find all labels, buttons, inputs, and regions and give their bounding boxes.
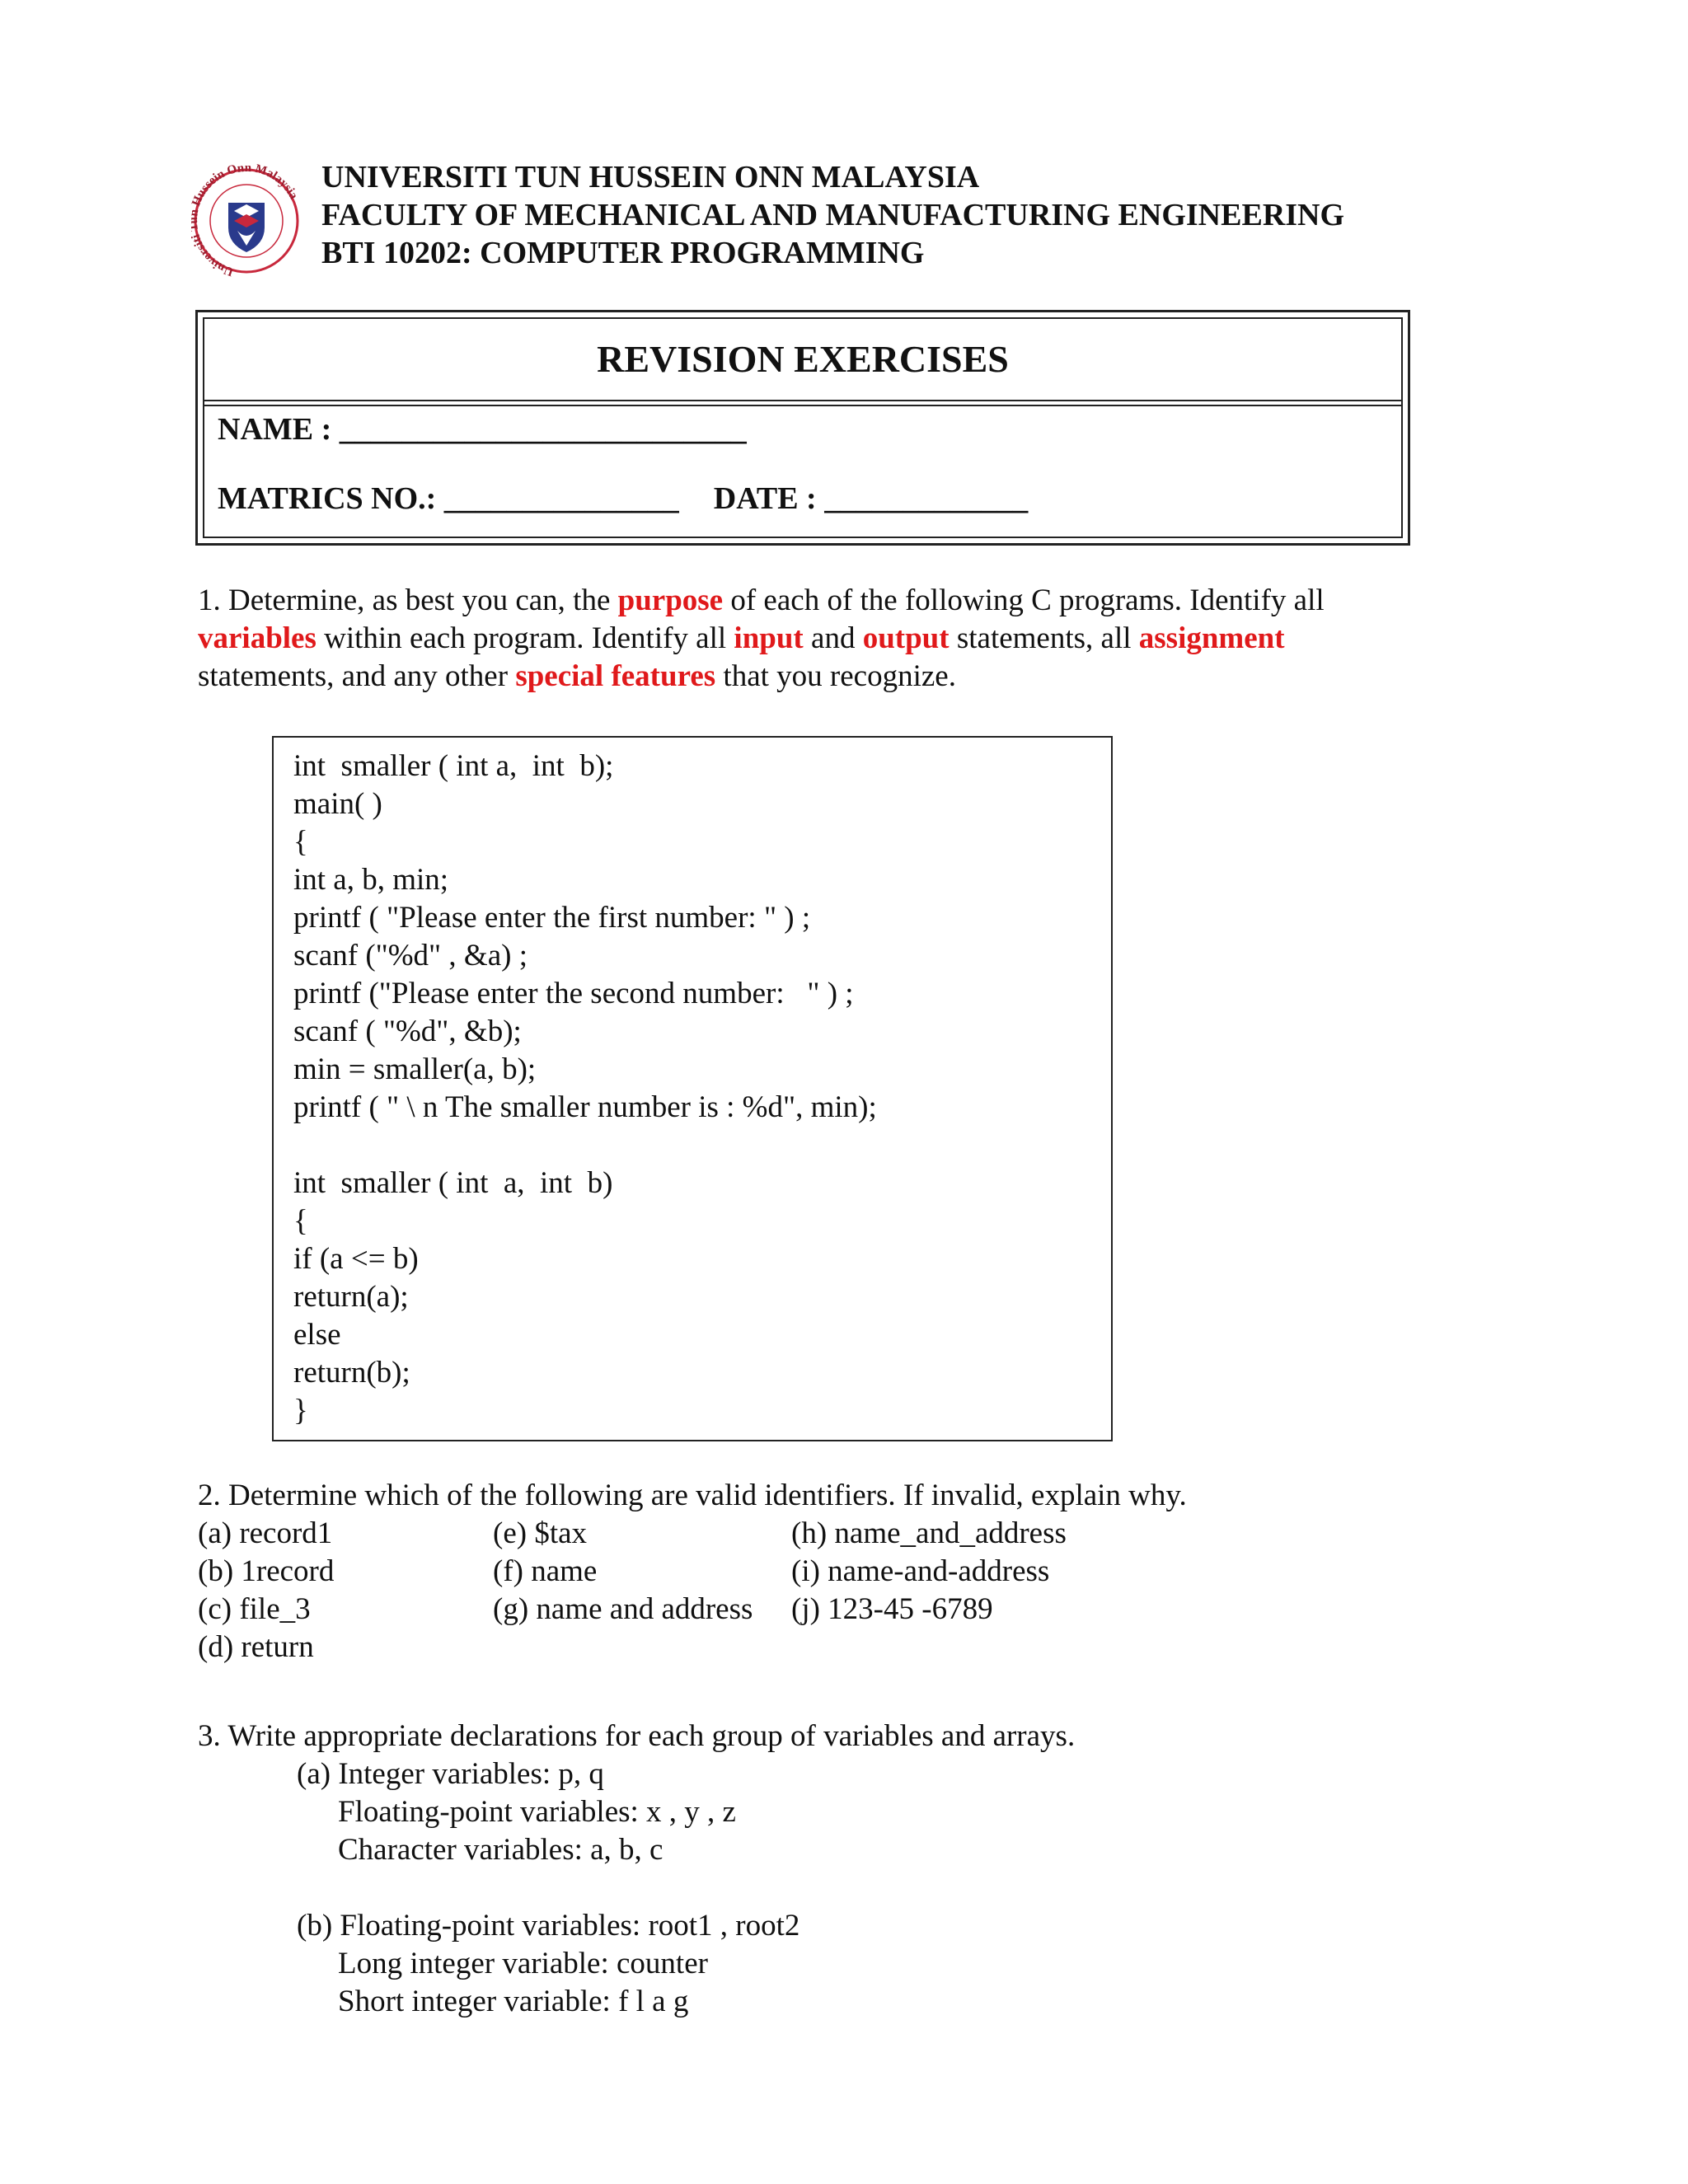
code-line: if (a <= b) xyxy=(293,1242,419,1276)
identifier-item: (e) $tax xyxy=(493,1516,588,1550)
identifier-column-3 xyxy=(791,1515,1067,1629)
date-label: DATE : xyxy=(713,481,825,516)
question-3-prompt: 3. Write appropriate declarations for each group of variables and arrays. xyxy=(198,1719,1076,1753)
question-text: statements, all xyxy=(949,621,1139,655)
student-info-box-inner xyxy=(203,317,1403,538)
divider xyxy=(204,405,1401,406)
question-2-prompt: 2. Determine which of the following are valid identifiers. If invalid, explain why. xyxy=(198,1479,1187,1512)
identifier-item: (d) return xyxy=(198,1630,314,1664)
highlight-purpose: purpose xyxy=(617,583,724,617)
question-3b-line: Short integer variable: f l a g xyxy=(338,1985,689,2018)
question-3a-line: Character variables: a, b, c xyxy=(338,1833,663,1867)
question-text: that you recognize. xyxy=(715,659,956,693)
identifier-column-1 xyxy=(198,1515,334,1666)
code-line: int smaller ( int a, int b); xyxy=(293,749,614,783)
highlight-variables: variables xyxy=(198,621,316,655)
identifier-item: (h) name_and_address xyxy=(791,1516,1067,1550)
identifier-item: (f) name xyxy=(493,1554,598,1588)
matrics-date-row xyxy=(218,480,1028,517)
code-line: printf ("Please enter the second number: " ) ; xyxy=(293,977,854,1010)
question-text: within each program. Identify all xyxy=(316,621,734,655)
faculty-name: FACULTY OF MECHANICAL AND MANUFACTURING ENGINEERING xyxy=(321,198,1345,232)
code-line: main( ) xyxy=(293,787,382,821)
svg-text:Universiti Tun Hussein Onn Mal: Universit Hussein Onn Malaysia xyxy=(191,161,301,279)
identifier-item: (i) name-and-address xyxy=(791,1554,1050,1588)
name-row xyxy=(218,411,747,448)
identifier-column-2 xyxy=(493,1515,753,1629)
code-line: scanf ( "%d", &b); xyxy=(293,1015,522,1048)
question-1 xyxy=(198,582,1325,696)
form-title: REVISION EXERCISES xyxy=(597,338,1009,380)
question-text: of each of the following C programs. Identify all xyxy=(723,583,1325,617)
matrics-field[interactable]: _______________ xyxy=(443,481,679,516)
code-listing-box xyxy=(272,736,1113,1441)
identifier-item: (a) record1 xyxy=(198,1516,333,1550)
university-name: UNIVERSITI TUN HUSSEIN ONN MALAYSIA xyxy=(321,160,980,194)
university-logo xyxy=(191,155,302,279)
code-line: } xyxy=(293,1394,308,1427)
code-line: printf ( "Please enter the first number: " ) ; xyxy=(293,901,811,935)
question-3a-line: Floating-point variables: x , y , z xyxy=(338,1795,736,1829)
code-line: int smaller ( int a, int b) xyxy=(293,1166,613,1200)
question-3b-line: Long integer variable: counter xyxy=(338,1947,708,1980)
code-listing xyxy=(293,748,877,1430)
code-line: return(b); xyxy=(293,1356,410,1390)
code-line: { xyxy=(293,825,308,859)
student-info-box xyxy=(195,310,1410,546)
question-text: and xyxy=(803,621,863,655)
document-header xyxy=(321,158,1344,272)
code-line: else xyxy=(293,1318,341,1352)
identifier-item: (j) 123-45 -6789 xyxy=(791,1592,993,1626)
code-line: { xyxy=(293,1204,308,1238)
question-text: 1. Determine, as best you can, the xyxy=(198,583,618,617)
highlight-output: output xyxy=(862,621,950,655)
question-3b-line: (b) Floating-point variables: root1 , root2 xyxy=(297,1909,800,1943)
code-line: return(a); xyxy=(293,1280,409,1314)
code-line: scanf ("%d" , &a) ; xyxy=(293,939,528,972)
uthm-seal-icon xyxy=(191,155,302,279)
question-3a-line: (a) Integer variables: p, q xyxy=(297,1757,604,1791)
question-1-line xyxy=(198,582,1325,620)
name-field[interactable]: __________________________ xyxy=(339,412,747,447)
highlight-special-features: special features xyxy=(515,659,716,693)
date-field[interactable]: _____________ xyxy=(824,481,1029,516)
identifier-item: (c) file_3 xyxy=(198,1592,311,1626)
question-text: statements, and any other xyxy=(198,659,516,693)
code-line xyxy=(293,1127,877,1165)
question-1-line xyxy=(198,620,1325,658)
identifier-item: (b) 1record xyxy=(198,1554,335,1588)
code-line: printf ( " \ n The smaller number is : %d", min); xyxy=(293,1090,877,1124)
name-label: NAME : xyxy=(218,412,340,447)
question-1-line xyxy=(198,658,1325,696)
code-line: min = smaller(a, b); xyxy=(293,1052,537,1086)
course-code-title: BTI 10202: COMPUTER PROGRAMMING xyxy=(321,236,925,270)
identifier-item: (g) name and address xyxy=(493,1592,753,1626)
code-line: int a, b, min; xyxy=(293,863,449,897)
matrics-label: MATRICS NO.: xyxy=(218,481,444,516)
divider xyxy=(204,400,1401,401)
highlight-input: input xyxy=(734,621,804,655)
highlight-assignment: assignment xyxy=(1138,621,1285,655)
